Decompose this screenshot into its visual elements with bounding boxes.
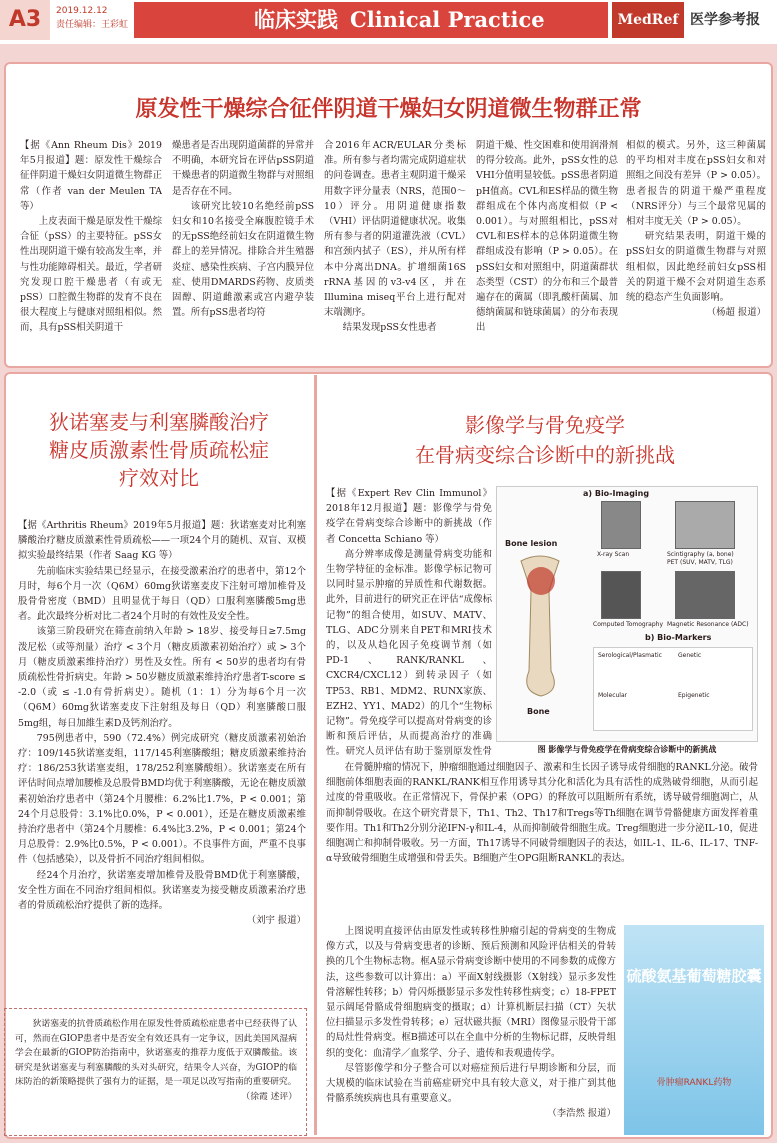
xray-image [601,501,641,549]
ad-title: 硫酸氨基葡萄糖胶囊 [626,967,762,985]
section-cn: 临床实践 [254,8,338,32]
article-2-title: 狄诺塞麦与利塞膦酸治疗 糖皮质激素性骨质疏松症 疗效对比 [49,410,269,490]
issue-date: 2019.12.12 [56,6,108,16]
article-3-title: 影像学与骨免疫学 在骨病变综合诊断中的新挑战 [415,413,675,467]
commentary-signature: （徐霞 述评） [241,1091,297,1102]
bio-figure: Bone lesion Bone a) Bio-Imaging X-ray Scan Scintigraphy (a, bone) PET (SUV, MATV, TLG) Computed Tomography Magnetic Resonance (ADC) b) Bio-Markers Serological/Plasmatic Genetic Molecular Epigenetic [496,486,758,742]
page-number: A3 [0,0,50,40]
brand-logo: MedRef [612,2,684,38]
bone-label: Bone [527,707,550,716]
brand-cn: 医学参考报 [690,12,760,28]
commentary-text: 狄诺塞麦的抗骨质疏松作用在原发性骨质疏松症患者中已经获得了认可，然而在GIOP患者中是否安全有效还具有一定争议，因此美国风湿病学会在最新的GIOP防治指南中，狄诺塞麦的推荐力度低于双膦酸盐。该研究是狄诺塞麦与利塞膦酸的头对头研究，结果令人兴奋，为GIOP的临床防治的新策略提供了强有力的证据，是一项足以改写指南的重要研究。 （徐霞 述评） [15,1017,297,1129]
section-en: Clinical Practice [350,7,545,32]
article-3-body: 在骨髓肿瘤的情况下，肿瘤细胞通过细胞因子、激素和生长因子诱导成骨细胞的RANKL分泌。破骨细胞前体细胞表面的RANKL/RANK相互作用诱导其分化和活化为具有活性的成熟破骨细胞，从而引起过度的骨重吸收。在正常情况下，骨保护素（OPG）的释放可以阻断所有系统，诱导破骨细胞凋亡，从而抑制骨吸收。在这个研究背景下，Th1、Th2、Th17和Tregs等Th细胞在调节骨骼健康方面发挥着重要作用。Th1和Th2分别分泌IFN-γ和IL-4，从而抑制破骨细胞生成。Treg细胞进一步分泌IL-10，促进细胞凋亡和抑制骨吸收。另一方面，Th17诱导不同破骨细胞因子的表达，如IL-1、IL-6、IL-17、TNF-α导致破骨细胞生成增强和骨丢失。B细胞产生OPG阻断RANKL的表达。 [326,762,758,865]
column-divider [314,375,317,1135]
markers-box: Serological/Plasmatic Genetic Molecular Epigenetic [593,647,753,731]
figure-caption: 图 影像学与骨免疫学在骨病变综合诊断中的新挑战 [537,745,717,754]
advertisement[interactable] [624,925,764,1135]
commentary-box [4,1008,307,1136]
article-1-col4: 阴道干燥、性交困难和使用润滑剂的得分较高。此外，pSS女性的总VHI分值明显较低。pSS患者阴道pH值高。CVL和ES样品的微生物群组成在个体内高度相似（P < 0.001）。与对照组相比，pSS对CVL和ES样本的总体阴道微生物群组成没有影响（P > 0.05）。在pSS妇女和对照组中，阴道菌群状态类型（CST）的分布和三个最普遍存在的菌属（即乳酸杆菌属、加德纳菌属和链球菌属）的分布表现出 [476,140,618,334]
article-1-col3: 合2016年ACR/EULAR分类标准。所有参与者均需完成阴道症状的问卷调查。患者主观阴道干燥采用数字评分量表（NRS，范围0～10）评分。用阴道健康指数（VHI）评估阴道健康状况。收集所有参与者的阴道灌洗液（CVL）和宫颈内拭子（ES），并从所有样本中分离出DNA。扩增细菌16S rRNA基因的v3-v4区，并在Illumina miseq平台上进行配对末端测序。 结果发现pSS女性患者 [324,140,466,334]
page-header [0,0,777,44]
article-3-intro: 【据《Expert Rev Clin Immunol》2018年12月报道】题：影像学与骨免疫学在骨病变综合诊断中的新挑战（作者 Concetta Schiano 等） 高分辨率成像是测量骨病变功能和生物学特征的金标准。影像学标记物可以同时显示肿瘤的异质性和代谢数据。此外，目前进行的研究正在评估“成像标记物”的组合使用，如SUV、MATV、TLG、ADC分别来自PET和MRI技术的，以及从趋化因子免疫调节剂（如PD-1、RANK/RANKL、CXCR4/CXCL12）到转录因子（如TP53、RB1、MDM2、RUNX家族、EZH2、YY1、MAD2）的几个“生物标记物”。骨免疫学可以提高对骨病变的诊断和预后评估，从而提高治疗的准确性。研究人员评估有助于鉴别原发性骨 [326,488,492,758]
header-meta [56,4,128,32]
article-2-signature: （刘宇 报道） [246,915,306,927]
article-3-signature: （李浩然 报道） [547,1108,616,1120]
section-banner [134,2,608,38]
bone-lesion-label: Bone lesion [505,539,558,548]
article-2-body: 【据《Arthritis Rheum》2019年5月报道】题：狄诺塞麦对比利塞膦酸治疗糖皮质激素性骨质疏松——一项24个月的随机、双盲、双模拟实验最终结果（作者 Saag KG 等） 先前临床实验结果已经显示，在接受激素治疗的患者中，第12个月时，每6个月一次（Q6M）60mg狄诺塞麦皮下注射可增加椎骨及股骨骨密度（BMD）且明显优于每日（QD）口服利塞膦酸5mg患者。此次最终分析对比二者24个月时的有效性及安全性。 该第三阶段研究在筛查前纳入年龄 > 18岁、接受每日≥7.5mg泼尼松（或等剂量）治疗 < 3个月（糖皮质激素初始治疗）或 > 3个月（糖皮质激素维持治疗）男性及女性。所有 < 50岁的患者均有骨质疏松性骨折病史。年龄 > 50岁糖皮质激素维持治疗患者T-score ≤ -2.0（或 ≤ -1.0有骨折病史）。随机（1：1）分为每6个月一次（Q6M）60mg狄诺塞麦皮下注射组及每日（QD）利塞膦酸口服5mg组，每日加維生素D及钙剂治疗。 795例患者中，590（72.4%）例完成研究（糖皮质激素初始治疗：109/145狄诺塞麦组，117/145利塞膦酸组；糖皮质激素维持治疗：186/253狄诺塞麦组，178/252利塞膦酸组）。狄诺塞麦在所有评估时间点增加腰椎及总股骨BMD均优于利塞膦酸，无论在糖皮质激素初始治疗患者中（第24个月腰椎：6.2%比1.7%，P < 0.001；第24个月总股骨：3.1%比0.0%，P < 0.001），还是在糖皮质激素维持治疗患者中（第24个月腰椎：6.4%比3.2%，P < 0.001；第24个月总股骨：2.9%比0.5%，P < 0.001）。不良事件方面，严重不良事件（包括感染），以及骨折不同治疗组间相似。 经24个月治疗，狄诺塞麦增加椎骨及股骨BMD优于利塞膦酸，安全性方面在不同治疗组间相似。狄诺塞麦为接受糖皮质激素治疗患者的骨质疏松治疗提供了新的选择。 （刘宇 报道） [18,518,306,1002]
ct-image [601,571,641,619]
article-1-col5: 相似的模式。另外，这三种菌属的平均相对丰度在pSS妇女和对照组之间没有差异（P > 0.05）。患者报告的阴道干燥严重程度（NRS评分）与三个最常见属的相对丰度无关（P > 0.05）。 研究结果表明，阴道干燥的pSS妇女的阴道微生物群与对照组相似，因此绝经前妇女pSS相关的阴道干燥不会对阴道生态系统的稳态产生负面影响。 （杨超 报道） [626,138,766,366]
mri-image [675,571,735,619]
article-1-col1: 【据《Ann Rheum Dis》2019年5月报道】题：原发性干燥综合征伴阴道干燥妇女阴道微生物群正常（作者 van der Meulen TA 等） 上皮表面干燥是原发性干燥综合征（pSS）的主要特征。pSS女性出现阴道干燥有较高发生率，并与性功能障碍相关。最近，学者研究发现口腔干燥患者（有或无pSS）口腔微生物群的发育不良在很大程度上与健康对照组相似。然而，具有pSS相关阴道干 [20,140,162,334]
editor: 责任编辑：王彩虹 [56,20,129,30]
bio-markers-label: b) Bio-Markers [645,633,712,642]
ad-subtitle: 骨肿瘤RANKL药物 [656,1078,732,1088]
article-3-body-2: 上图说明直接评估由原发性或转移性肿瘤引起的骨病变的生物成像方式，以及与骨病变患者的诊断、预后预测和风险评估相关的骨转换的几个生物标志物。框A显示骨病变诊断中使用的不同参数的成像方法，这些参数可以计算出：a）平面X射线摄影（X射线）显示多发性骨溶解性转移；b）骨闪烁摄影显示多发性转移性病变；c）18-FPET显示阔尾骨骼成骨细胞病变的摄取；d）计算机断层扫描（CT）矢状位扫描显示多发性骨转移；e）冠状磁共振（MRI）图像显示股骨干部的局灶性骨病变。框B描述可以在全血中分析的生物标记群，反映骨组织的变化：血清学／血浆学、分子、遗传和表观遗传学。 尽管影像学和分子整合可以对癌症预后进行早期诊断和分层，而大规模的临床试验在当前癌症研究中具有较大意义，对于推广到其他骨骼系统疾病也具有重要意义。 （李浩然 报道） [326,924,616,1132]
bone-illustration [501,551,579,701]
article-1-signature: （杨超 报道） [706,307,766,319]
article-1-col2: 燥患者是否出现阴道菌群的异常并不明确，本研究旨在评估pSS阴道干燥患者的阴道微生物群与对照组是否存在不同。 该研究比较10名绝经前pSS妇女和10名接受全麻腹腔镜手术的无pSS绝经前妇女在阴道微生物群上的差异情况。排除合并生殖器炎症、感染性疾病、子宫内膜异位症、使用DMARDS药物、皮质类固醇、阴道雌激素或宫内避孕装置。所有pSS患者均符 [172,140,314,319]
article-1-title: 原发性干燥综合征伴阴道干燥妇女阴道微生物群正常 [135,97,642,122]
article-1-panel [4,62,773,368]
bio-imaging-label: a) Bio-Imaging [583,489,650,498]
scintigraphy-image [675,501,735,549]
